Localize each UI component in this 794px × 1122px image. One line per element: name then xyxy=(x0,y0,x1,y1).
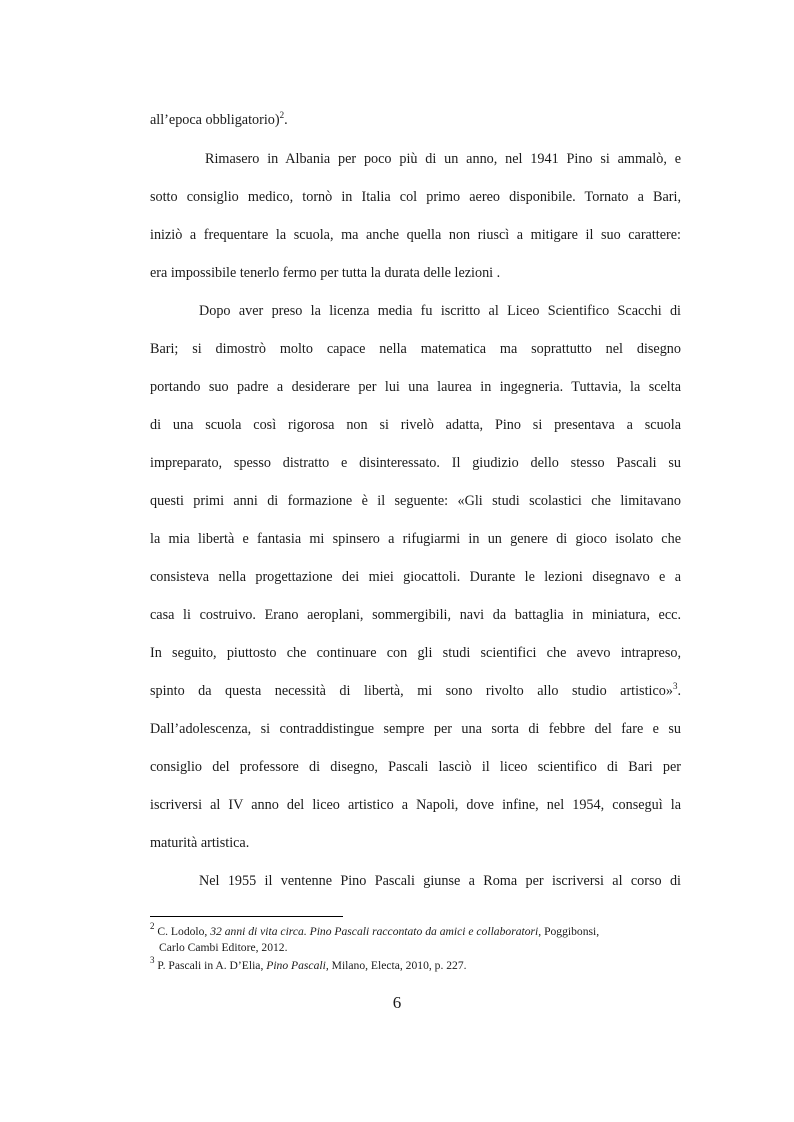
footnote-2-title: 32 anni di vita circa. Pino Pascali raccontato da amici e collaboratori xyxy=(210,925,539,938)
body-line-10: impreparato, spesso distratto e disinteressato. Il giudizio dello stesso Pascali su xyxy=(150,455,681,471)
body-line-13: consisteva nella progettazione dei miei giocattoli. Durante le lezioni disegnavo e a xyxy=(150,569,681,585)
body-line-14: casa li costruivo. Erano aeroplani, sommergibili, navi da battaglia in miniatura, ecc. xyxy=(150,607,681,623)
body-line-18: consiglio del professore di disegno, Pascali lasciò il liceo scientifico di Bari per xyxy=(150,759,681,775)
body-line-8: portando suo padre a desiderare per lui una laurea in ingegneria. Tuttavia, la scelta xyxy=(150,379,681,395)
body-line-2: Rimasero in Albania per poco più di un anno, nel 1941 Pino si ammalò, e xyxy=(205,151,681,167)
footnote-separator xyxy=(150,916,343,917)
body-line-15: In seguito, piuttosto che continuare con gli studi scientifici che avevo intrapreso, xyxy=(150,645,681,661)
body-line-6: Dopo aver preso la licenza media fu iscritto al Liceo Scientifico Scacchi di xyxy=(199,303,681,319)
body-line-4: iniziò a frequentare la scuola, ma anche quella non riuscì a mitigare il suo carattere: xyxy=(150,227,681,243)
body-line-12: la mia libertà e fantasia mi spinsero a rifugiarmi in un genere di gioco isolato che xyxy=(150,531,681,547)
footnote-ref-2[interactable]: 2 xyxy=(279,110,285,120)
body-line-7: Bari; si dimostrò molto capace nella matematica ma soprattutto nel disegno xyxy=(150,341,681,357)
body-line-5: era impossibile tenerlo fermo per tutta la durata delle lezioni . xyxy=(150,265,501,281)
body-line-1: all’epoca obbligatorio)$^2$. xyxy=(150,110,288,128)
footnote-2-number: 2 xyxy=(150,921,155,931)
footnote-3: $^3$ P. Pascali in A. D’Elia, Pino Pascali, Milano, Electa, 2010, p. 227. xyxy=(150,955,467,972)
body-line-20: maturità artistica. xyxy=(150,835,250,851)
footnote-ref-3[interactable]: 3 xyxy=(672,681,678,691)
body-line-21: Nel 1955 il ventenne Pino Pascali giunse a Roma per iscriversi al corso di xyxy=(199,873,681,889)
body-line-3: sotto consiglio medico, tornò in Italia col primo aereo disponibile. Tornato a Bari, xyxy=(150,189,681,205)
body-line-19: iscriversi al IV anno del liceo artistico a Napoli, dove infine, nel 1954, conseguì la xyxy=(150,797,681,813)
body-line-16-text: spinto da questa necessità di libertà, mi sono rivolto allo studio artistico» xyxy=(150,683,673,699)
body-line-11: questi primi anni di formazione è il seguente: «Gli studi scolastici che limitavano xyxy=(150,493,681,509)
body-line-17: Dall’adolescenza, si contraddistingue sempre per una sorta di febbre del fare e su xyxy=(150,721,681,737)
footnote-3-title: Pino Pascali, xyxy=(266,959,329,972)
footnote-2-continuation: Carlo Cambi Editore, 2012. xyxy=(159,941,288,954)
page-number: 6 xyxy=(392,993,402,1012)
body-line-9: di una scuola così rigorosa non si rivelò adatta, Pino si presentava a scuola xyxy=(150,417,681,433)
footnote-3-number: 3 xyxy=(150,955,155,965)
footnote-2: $^2$ C. Lodolo, 32 anni di vita circa. Pino Pascali raccontato da amici e collaboratori, Poggibonsi, xyxy=(150,921,600,938)
body-line-16: spinto da questa necessità di libertà, mi sono rivolto allo studio artistico» $^3$. xyxy=(150,681,681,699)
